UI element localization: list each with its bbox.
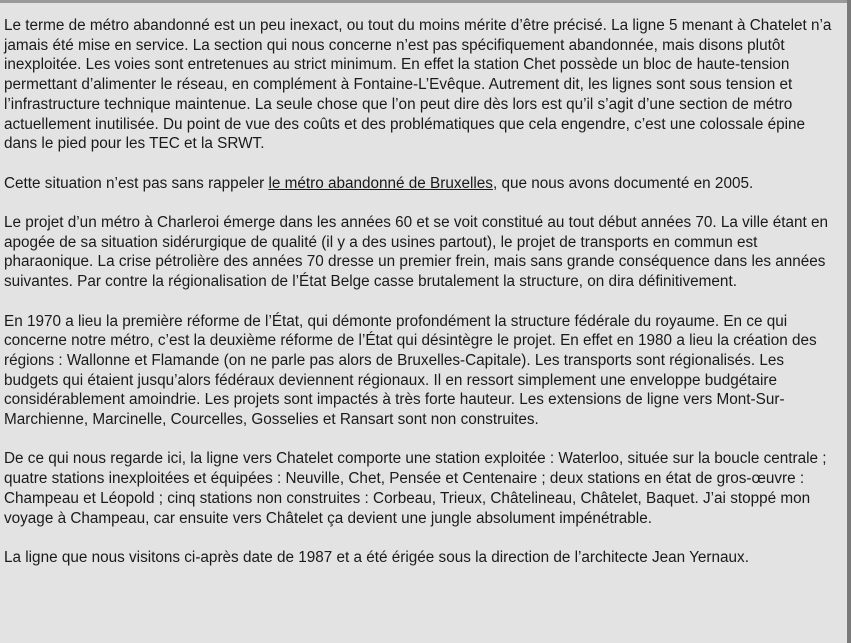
paragraph-state-reform: En 1970 a lieu la première réforme de l’État, qui démonte profondément la structure fédérale du royaume. En ce qui concerne notre métro, c’est la deuxième réforme de l’État qui désintègre le projet. En effet en 1980 a lieu la création des régions : Wallonne et Flamande (on ne parle pas alors de Bruxelles-Capitale). Les transports sont régionalisés. Les budgets qui étaient jusqu’alors fédéraux deviennent régionaux. Il en ressort simplement une enveloppe budgétaire considérablement amoindrie. Les projets sont impactés à très forte hauteur. Les extensions de ligne vers Mont-Sur-Marchienne, Marcinelle, Courcelles, Gosselies et Ransart sont non construites.: [4, 312, 817, 429]
paragraph-line-date: La ligne que nous visitons ci-après date de 1987 et a été érigée sous la direction de l’architecte Jean Yernaux.: [4, 548, 749, 566]
article-content: [4, 16, 836, 587]
paragraph-brussels-text-after: , que nous avons documenté en 2005.: [492, 174, 754, 192]
paragraph-stations: De ce qui nous regarde ici, la ligne vers Chatelet comporte une station exploitée : Waterloo, située sur la boucle centrale ; quatre stations inexploitées et équipées : Neuville, Chet, Pensée et Centenaire ; deux stations en état de gros-œuvre : Champeau et Léopold ; cinq stations non construites : Corbeau, Trieux, Châtelineau, Châtelet, Baquet. J’ai stoppé mon voyage à Champeau, car ensuite vers Châtelet ça devient une jungle absolument impénétrable.: [4, 450, 827, 527]
paragraph-project-history: Le projet d’un métro à Charleroi émerge dans les années 60 et se voit constitué au tout début années 70. La ville étant en apogée de sa situation sidérurgique de qualité (il y a des usines partout), le projet de transports en commun est pharaonique. La crise pétrolière des années 70 dresse un premier frein, mais sans grande conséquence dans les années suivantes. Par contre la régionalisation de l’État Belge casse brutalement la structure, on dira définitivement.: [4, 214, 829, 291]
paragraph-brussels-reference: [4, 174, 836, 194]
brussels-metro-link[interactable]: le métro abandonné de Bruxelles: [268, 174, 493, 192]
paragraph-intro: Le terme de métro abandonné est un peu inexact, ou tout du moins mérite d’être précisé. La ligne 5 menant à Chatelet n’a jamais été mise en service. La section qui nous concerne n’est pas spécifiquement abandonnée, mais disons plutôt inexploitée. Les voies sont entretenues au strict minimum. En effet la station Chet possède un bloc de haute-tension permettant d’alimenter le réseau, en complément à Fontaine-L’Evêque. Autrement dit, les lignes sont sous tension et l’infrastructure technique maintenue. La seule chose que l’on peut dire dès lors est qu’il s’agit d’une section de métro actuellement inutilisée. Du point de vue des coûts et des problématiques que cela engendre, c’est une colossale épine dans le pied pour les TEC et la SRWT.: [4, 17, 832, 153]
paragraph-brussels-text-before: Cette situation n’est pas sans rappeler: [4, 174, 269, 192]
